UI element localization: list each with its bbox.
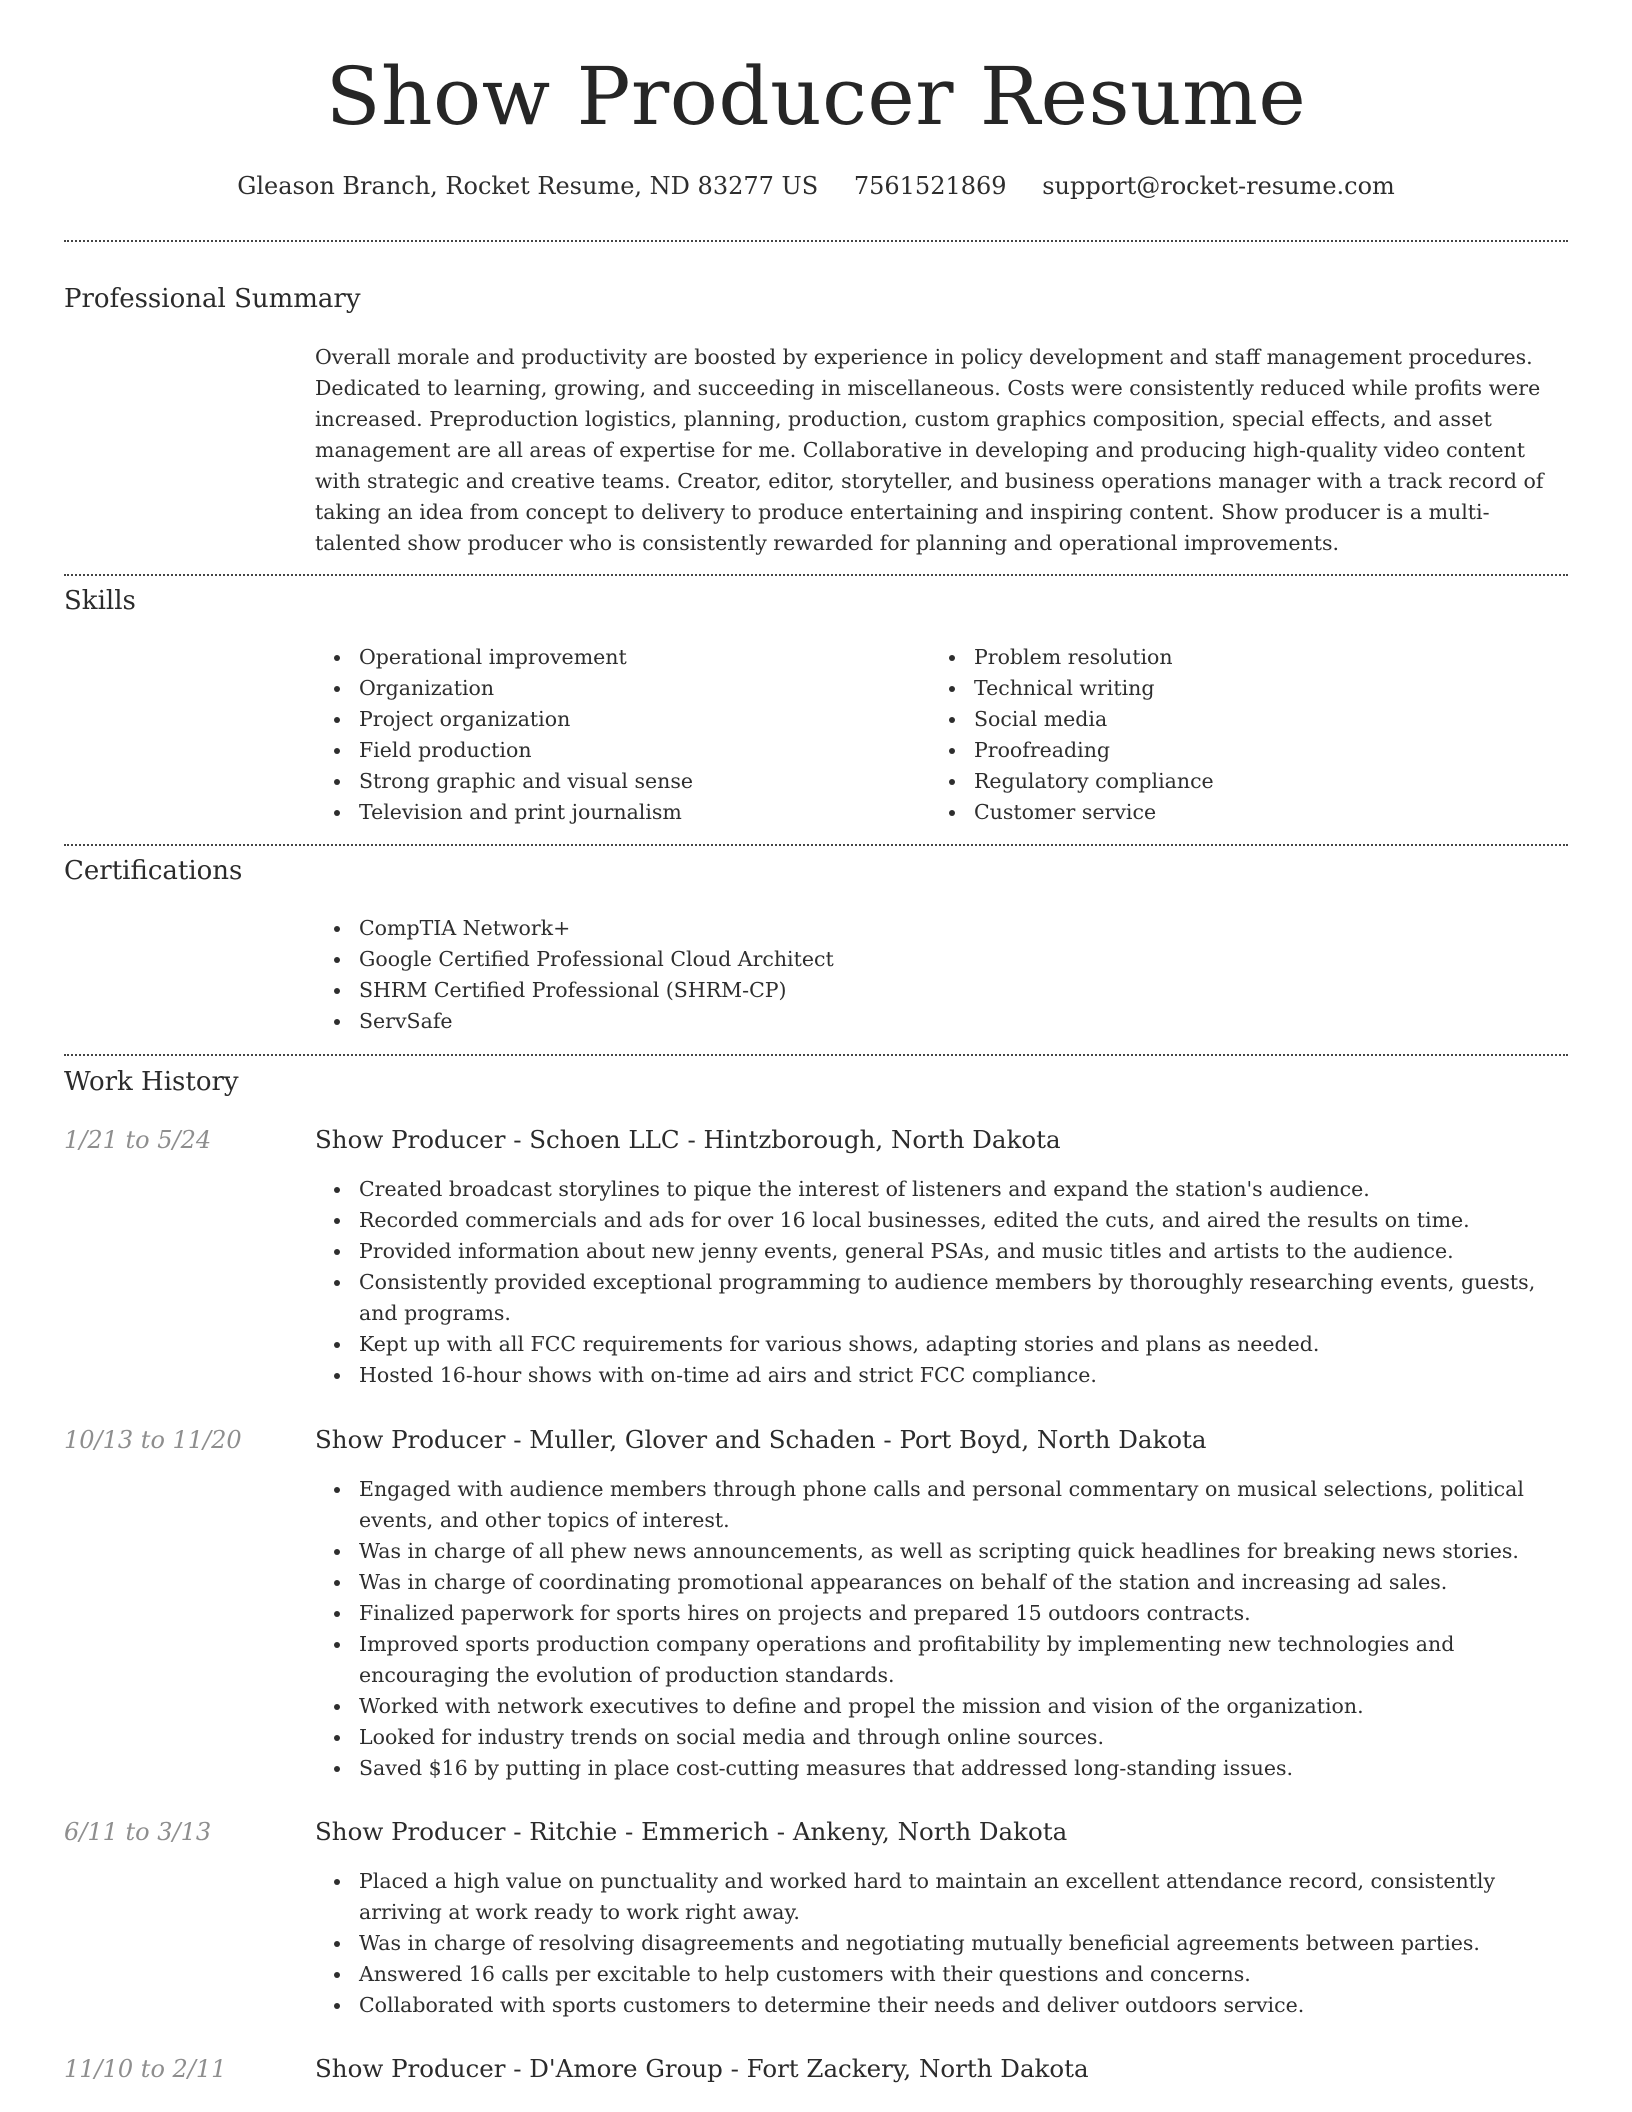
job-duty: Placed a high value on punctuality and worked hard to maintain an excellent attendance record, consistently arriving at work ready to work right away. bbox=[315, 1866, 1569, 1928]
skill-item: Project organization bbox=[315, 704, 915, 735]
job-duty: Was in charge of coordinating promotional appearances on behalf of the station and increasing ad sales. bbox=[315, 1567, 1569, 1598]
section-divider bbox=[64, 844, 1568, 846]
job-duty: Worked with network executives to define and propel the mission and vision of the organization. bbox=[315, 1691, 1569, 1722]
certifications-list bbox=[315, 913, 1565, 1037]
job-duties-list bbox=[315, 1174, 1569, 1391]
certification-item: SHRM Certified Professional (SHRM-CP) bbox=[315, 975, 1565, 1006]
contact-address: Gleason Branch, Rocket Resume, ND 83277 US bbox=[237, 172, 819, 200]
certification-item: Google Certified Professional Cloud Architect bbox=[315, 944, 1565, 975]
skill-item: Proofreading bbox=[930, 735, 1530, 766]
skills-list-left bbox=[315, 642, 915, 828]
job-duty: Looked for industry trends on social media and through online sources. bbox=[315, 1722, 1569, 1753]
job-duty: Finalized paperwork for sports hires on projects and prepared 15 outdoors contracts. bbox=[315, 1598, 1569, 1629]
section-divider bbox=[64, 1054, 1568, 1056]
section-divider bbox=[64, 574, 1568, 576]
resume-page bbox=[64, 0, 1568, 2112]
work-history-heading: Work History bbox=[64, 1067, 239, 1097]
skill-item: Television and print journalism bbox=[315, 797, 915, 828]
skill-item: Operational improvement bbox=[315, 642, 915, 673]
job-title: Show Producer - Schoen LLC - Hintzborough, North Dakota bbox=[315, 1125, 1061, 1154]
job-title: Show Producer - Muller, Glover and Schaden - Port Boyd, North Dakota bbox=[315, 1425, 1207, 1454]
skills-heading: Skills bbox=[64, 586, 136, 616]
contact-email[interactable]: support@rocket-resume.com bbox=[1042, 172, 1395, 200]
job-duty: Consistently provided exceptional programming to audience members by thoroughly researching events, guests, and programs. bbox=[315, 1267, 1569, 1329]
job-dates: 11/10 to 2/11 bbox=[64, 2055, 227, 2083]
summary-text: Overall morale and productivity are boosted by experience in policy development and staff management procedures. Dedicated to learning, growing, and succeeding in miscellaneous. Costs were consistently reduced while profits were increased. Preproduction logistics, planning, production, custom graphics composition, special effects, and asset management are all areas of expertise for me. Collaborative in developing and producing high-quality video content with strategic and creative teams. Creator, editor, storyteller, and business operations manager with a track record of taking an idea from concept to delivery to produce entertaining and inspiring content. Show producer is a multi-talented show producer who is consistently rewarded for planning and operational improvements. bbox=[315, 345, 1544, 555]
skill-item: Strong graphic and visual sense bbox=[315, 766, 915, 797]
job-duty: Created broadcast storylines to pique the interest of listeners and expand the station's audience. bbox=[315, 1174, 1569, 1205]
section-divider bbox=[64, 240, 1568, 242]
job-duty: Recorded commercials and ads for over 16 local businesses, edited the cuts, and aired the results on time. bbox=[315, 1205, 1569, 1236]
job-duties-list bbox=[315, 1474, 1569, 1784]
skill-item: Organization bbox=[315, 673, 915, 704]
skill-item: Customer service bbox=[930, 797, 1530, 828]
resume-title: Show Producer Resume bbox=[325, 50, 1307, 143]
skill-item: Field production bbox=[315, 735, 915, 766]
job-duty: Was in charge of all phew news announcements, as well as scripting quick headlines for breaking news stories. bbox=[315, 1536, 1569, 1567]
job-duty: Kept up with all FCC requirements for various shows, adapting stories and plans as needed. bbox=[315, 1329, 1569, 1360]
job-duty: Engaged with audience members through phone calls and personal commentary on musical selections, political events, and other topics of interest. bbox=[315, 1474, 1569, 1536]
certification-item: CompTIA Network+ bbox=[315, 913, 1565, 944]
skill-item: Regulatory compliance bbox=[930, 766, 1530, 797]
job-title: Show Producer - Ritchie - Emmerich - Ankeny, North Dakota bbox=[315, 1817, 1068, 1846]
contact-line bbox=[64, 172, 1568, 200]
job-duty: Was in charge of resolving disagreements and negotiating mutually beneficial agreements between parties. bbox=[315, 1928, 1569, 1959]
certifications-heading: Certifications bbox=[64, 856, 243, 886]
job-duty: Saved $16 by putting in place cost-cutting measures that addressed long-standing issues. bbox=[315, 1753, 1569, 1784]
skills-list-right bbox=[930, 642, 1530, 828]
skill-item: Technical writing bbox=[930, 673, 1530, 704]
contact-phone: 7561521869 bbox=[853, 172, 1007, 200]
job-duty: Improved sports production company operations and profitability by implementing new technologies and encouraging the evolution of production standards. bbox=[315, 1629, 1569, 1691]
job-duty: Answered 16 calls per excitable to help customers with their questions and concerns. bbox=[315, 1959, 1569, 1990]
job-duties-list bbox=[315, 1866, 1569, 2021]
job-dates: 1/21 to 5/24 bbox=[64, 1126, 212, 1154]
job-title: Show Producer - D'Amore Group - Fort Zackery, North Dakota bbox=[315, 2054, 1089, 2083]
skill-item: Problem resolution bbox=[930, 642, 1530, 673]
summary-heading: Professional Summary bbox=[64, 284, 361, 314]
job-duty: Hosted 16-hour shows with on-time ad airs and strict FCC compliance. bbox=[315, 1360, 1569, 1391]
certification-item: ServSafe bbox=[315, 1006, 1565, 1037]
job-dates: 6/11 to 3/13 bbox=[64, 1818, 212, 1846]
job-dates: 10/13 to 11/20 bbox=[64, 1426, 242, 1454]
job-duty: Provided information about new jenny events, general PSAs, and music titles and artists to the audience. bbox=[315, 1236, 1569, 1267]
job-duty: Collaborated with sports customers to determine their needs and deliver outdoors service. bbox=[315, 1990, 1569, 2021]
skill-item: Social media bbox=[930, 704, 1530, 735]
